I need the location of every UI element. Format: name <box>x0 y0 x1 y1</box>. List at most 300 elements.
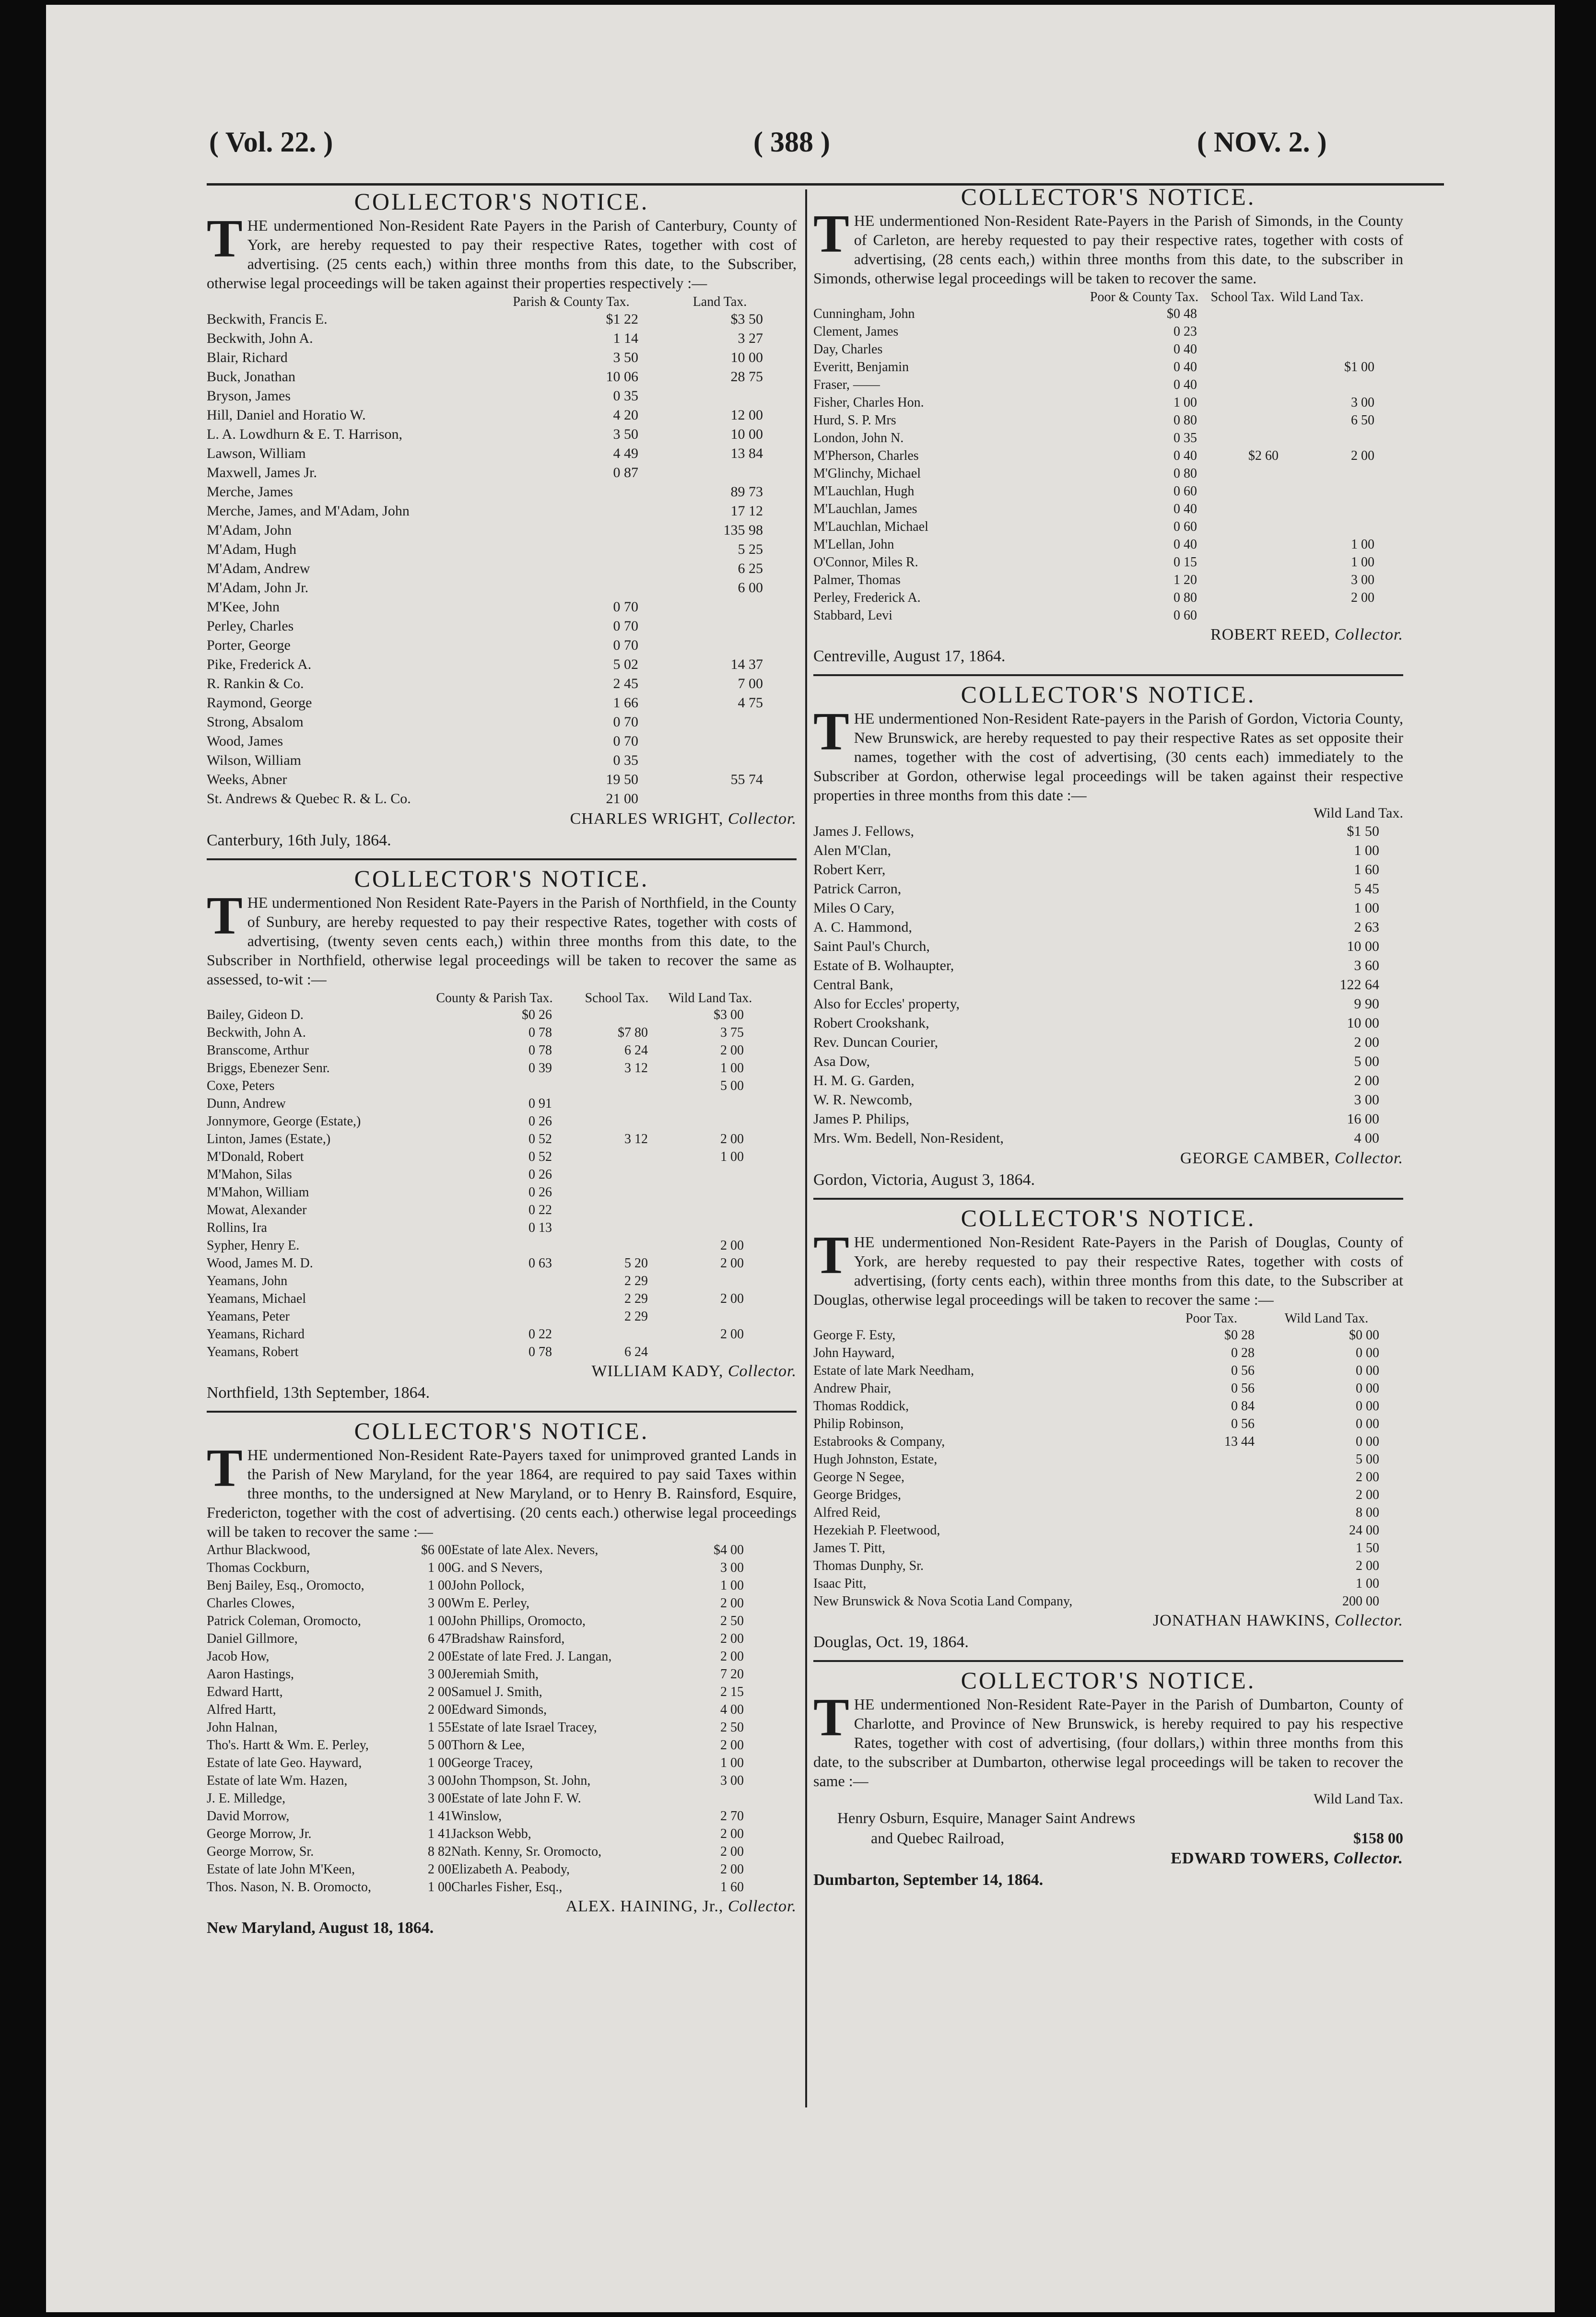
tax-amount <box>1197 553 1279 571</box>
tax-amount: 0 35 <box>613 388 638 404</box>
table-row <box>207 1736 797 1754</box>
collector-signature: EDWARD TOWERS, Collector. <box>1171 1849 1403 1867</box>
ratepayer-name: George Morrow, Jr. <box>207 1826 312 1841</box>
table-row <box>813 571 1403 589</box>
tax-table <box>813 1326 1403 1610</box>
tax-amount: 0 56 <box>1231 1416 1255 1431</box>
ratepayer-name: Linton, James (Estate,) <box>207 1132 331 1147</box>
collector-signature: WILLIAM KADY, Collector. <box>591 1362 797 1380</box>
left-column <box>207 187 797 1939</box>
tax-amount <box>1197 358 1279 376</box>
tax-amount: George Tracey, <box>451 1755 533 1770</box>
table-row <box>207 444 797 463</box>
ratepayer-name: Lawson, William <box>207 445 306 461</box>
table-row <box>207 1861 797 1878</box>
tax-amount: 1 50 <box>1356 1541 1379 1556</box>
tax-amount: 0 60 <box>1174 484 1197 499</box>
table-row <box>813 394 1403 411</box>
table-row <box>813 860 1403 879</box>
tax-amount: 7 20 <box>720 1667 744 1682</box>
tax-amount <box>552 1095 648 1112</box>
tax-amount <box>1159 1504 1255 1521</box>
tax-amount: 0 35 <box>613 752 638 768</box>
tax-amount: 4 49 <box>613 445 638 461</box>
table-row <box>207 770 797 789</box>
tax-amount: 0 52 <box>528 1149 552 1164</box>
volume-number: ( Vol. 22. ) <box>209 126 333 158</box>
notice-intro: THE undermentioned Non-Resident Rate-Payers in the Parish of Simonds, in the County of Carleton, are hereby requested to pay their respective rates, together with costs of advertising, (28 cents each,) within three months from this date, to the subscriber in Simonds, otherwise legal proceedings will be taken to recover the same. <box>813 204 1403 287</box>
ratepayer-name: Buck, Jonathan <box>207 369 295 385</box>
ratepayer-name: M'Glinchy, Michael <box>813 466 921 481</box>
table-row <box>207 1594 797 1612</box>
tax-amount: John Pollock, <box>451 1578 525 1593</box>
collector-signature: JONATHAN HAWKINS, Collector. <box>1152 1612 1403 1629</box>
ratepayer-name: Hezekiah P. Fleetwood, <box>813 1523 940 1538</box>
table-row <box>813 376 1403 394</box>
col-header: Wild Land Tax. <box>668 991 752 1006</box>
table-row <box>207 1095 797 1112</box>
tax-amount: Samuel J. Smith, <box>451 1685 542 1699</box>
tax-amount <box>1159 1592 1255 1610</box>
ratepayer-name: George F. Esty, <box>813 1328 896 1343</box>
col-header: Wild Land Tax. <box>1314 805 1403 821</box>
table-row <box>207 502 797 521</box>
collector-signature: ALEX. HAINING, Jr., Collector. <box>565 1897 797 1915</box>
tax-amount <box>1197 536 1279 553</box>
table-row <box>207 1201 797 1219</box>
tax-amount: 0 87 <box>613 465 638 480</box>
tax-amount <box>552 1219 648 1237</box>
table-row <box>207 1059 797 1077</box>
ratepayer-name: Blair, Richard <box>207 350 288 365</box>
ratepayer-name: Charles Clowes, <box>207 1596 295 1611</box>
ratepayer-name: O'Connor, Miles R. <box>813 555 918 570</box>
ratepayer-name: George Bridges, <box>813 1487 901 1502</box>
table-row <box>813 822 1403 841</box>
notice-intro: THE undermentioned Non-Resident Rate Payers in the Parish of Canterbury, County of York, are hereby requested to pay their respective Rates, together with cost of advertising. (25 cents each,) within three months from this date, to the Subscriber, otherwise legal proceedings will be taken against their properties respectively :— <box>207 209 797 292</box>
table-row <box>207 789 797 808</box>
table-row <box>813 429 1403 447</box>
notice-title: COLLECTOR'S NOTICE. <box>961 681 1256 708</box>
tax-amount: 0 78 <box>528 1345 552 1359</box>
table-row <box>207 463 797 482</box>
tax-amount: 2 45 <box>613 676 638 691</box>
table-row <box>813 1451 1403 1468</box>
tax-amount <box>552 1183 648 1201</box>
col-header: Parish & County Tax. <box>513 294 630 309</box>
tax-amount: Bradshaw Rainsford, <box>451 1631 565 1646</box>
tax-amount: 3 00 <box>428 1667 451 1682</box>
ratepayer-name: Benj Bailey, Esq., Oromocto, <box>207 1578 364 1593</box>
tax-amount <box>1159 1486 1255 1504</box>
tax-amount: 5 00 <box>720 1078 744 1093</box>
tax-amount: 2 29 <box>624 1291 648 1306</box>
tax-amount: $0 00 <box>1349 1328 1379 1343</box>
tax-amount <box>1279 500 1374 518</box>
table-row <box>207 1325 797 1343</box>
tax-amount <box>1197 305 1279 323</box>
tax-table <box>813 822 1403 1148</box>
ratepayer-name: Perley, Frederick A. <box>813 590 921 605</box>
tax-amount: 16 00 <box>1347 1111 1379 1127</box>
ratepayer-name: H. M. G. Garden, <box>813 1073 915 1088</box>
tax-amount: 200 00 <box>1342 1594 1379 1609</box>
table-row <box>207 578 797 597</box>
notice-canterbury <box>207 187 797 852</box>
tax-amount <box>1197 571 1279 589</box>
ratepayer-name: James T. Pitt, <box>813 1541 885 1556</box>
notice-intro: THE undermentioned Non-Resident Rate-Payers in the Parish of Douglas, County of York, are hereby requested to pay their respective Rates, together with costs of advertising, (forty cents each), within three months from this date, to the Subscriber at Douglas, otherwise legal proceedings will be taken to recover the same :— <box>813 1226 1403 1308</box>
tax-amount: 0 00 <box>1356 1416 1379 1431</box>
table-row <box>207 1790 797 1807</box>
ratepayer-name: Mowat, Alexander <box>207 1203 307 1217</box>
tax-amount: 0 13 <box>528 1220 552 1235</box>
notice-simonds <box>813 182 1403 667</box>
tax-amount: 2 00 <box>1356 1558 1379 1573</box>
notice-title: COLLECTOR'S NOTICE. <box>354 188 649 215</box>
tax-amount: 0 56 <box>1231 1381 1255 1396</box>
table-row <box>207 425 797 444</box>
tax-amount <box>1279 518 1374 536</box>
tax-amount: 1 60 <box>720 1880 744 1895</box>
ratepayer-name: Thos. Nason, N. B. Oromocto, <box>207 1880 371 1895</box>
table-row <box>813 536 1403 553</box>
ratepayer-name: Bailey, Gideon D. <box>207 1007 304 1022</box>
tax-amount: $0 26 <box>522 1007 552 1022</box>
tax-amount: 0 70 <box>613 618 638 634</box>
tax-amount <box>1279 482 1374 500</box>
ratepayer-name: Clement, James <box>813 324 899 339</box>
tax-amount: 2 00 <box>428 1862 451 1877</box>
tax-amount <box>552 1112 648 1130</box>
tax-amount <box>1159 1521 1255 1539</box>
tax-amount: 1 00 <box>428 1880 451 1895</box>
notice-title: COLLECTOR'S NOTICE. <box>354 1417 649 1444</box>
tax-amount <box>638 751 763 770</box>
table-row <box>813 340 1403 358</box>
table-row <box>813 358 1403 376</box>
tax-amount: 2 00 <box>720 1862 744 1877</box>
tax-amount: 3 75 <box>720 1025 744 1040</box>
tax-amount: 2 00 <box>720 1043 744 1058</box>
tax-amount: 0 00 <box>1356 1363 1379 1378</box>
col-header: Wild Land Tax. <box>1314 1791 1403 1807</box>
tax-amount: 6 24 <box>624 1043 648 1058</box>
issue-date: ( NOV. 2. ) <box>1197 126 1327 158</box>
ratepayer-name: Yeamans, Peter <box>207 1309 290 1324</box>
tax-amount: 2 00 <box>720 1596 744 1611</box>
ratepayer-name: Raymond, George <box>207 695 312 711</box>
tax-amount: 1 00 <box>1354 900 1379 916</box>
table-row <box>813 1539 1403 1557</box>
tax-amount: 7 00 <box>738 676 763 691</box>
tax-amount: Elizabeth A. Peabody, <box>451 1862 570 1877</box>
ratepayer-name: Rev. Duncan Courier, <box>813 1034 939 1050</box>
table-row <box>207 1719 797 1736</box>
tax-amount: 2 63 <box>1354 919 1379 935</box>
ratepayer-name: Palmer, Thomas <box>813 573 901 587</box>
collector-signature: GEORGE CAMBER, Collector. <box>1180 1149 1403 1167</box>
notice-new-maryland <box>207 1416 797 1939</box>
notice-intro: THE undermentioned Non Resident Rate-Payers in the Parish of Northfield, in the County of Sunbury, are hereby requested to pay their respective Rates, together with costs of advertising, (twenty seven cents each,) within three months from this date, to the Subscriber in Northfield, otherwise legal proceedings will be taken to recover the same as assessed, to-wit :— <box>207 886 797 988</box>
tax-amount: 1 00 <box>1351 537 1374 552</box>
tax-amount: 5 00 <box>1356 1452 1379 1467</box>
ratepayer-name: M'Lellan, John <box>813 537 894 552</box>
tax-amount: 1 00 <box>1174 395 1197 410</box>
ratepayer-name: David Morrow, <box>207 1809 290 1824</box>
table-row <box>207 1077 797 1095</box>
col-header: School Tax. <box>585 991 649 1006</box>
tax-amount: 2 00 <box>428 1702 451 1717</box>
tax-amount <box>1279 323 1374 340</box>
tax-amount: 1 00 <box>1356 1576 1379 1591</box>
ratepayer-name: Mrs. Wm. Bedell, Non-Resident, <box>813 1130 1004 1146</box>
tax-amount: 0 40 <box>1174 502 1197 516</box>
ratepayer-name: Sypher, Henry E. <box>207 1238 300 1253</box>
ratepayer-name: Wilson, William <box>207 752 302 768</box>
tax-amount: 0 40 <box>1174 342 1197 357</box>
ratepayer-name: M'Mahon, Silas <box>207 1167 292 1182</box>
tax-amount: 1 00 <box>1354 843 1379 858</box>
tax-amount: 3 12 <box>624 1061 648 1076</box>
table-row <box>813 305 1403 323</box>
tax-amount: 28 75 <box>730 369 763 385</box>
ratepayer-name: Coxe, Peters <box>207 1078 275 1093</box>
tax-amount: 2 00 <box>1356 1470 1379 1485</box>
tax-amount: 6 47 <box>428 1631 451 1646</box>
table-header <box>813 1311 1403 1326</box>
tax-amount <box>638 463 763 482</box>
ratepayer-name: Dunn, Andrew <box>207 1096 286 1111</box>
tax-amount: 1 55 <box>428 1720 451 1735</box>
tax-amount: $2 60 <box>1248 448 1279 463</box>
ratepayer-name: Patrick Carron, <box>813 881 902 897</box>
ratepayer-name: L. A. Lowdhurn & E. T. Harrison, <box>207 426 403 442</box>
notice-date: Centreville, August 17, 1864. <box>813 647 1006 665</box>
table-row <box>813 1071 1403 1090</box>
table-row <box>813 937 1403 956</box>
tax-amount: 122 64 <box>1339 977 1379 993</box>
table-row <box>207 521 797 540</box>
col-header: Land Tax. <box>692 294 747 309</box>
tax-amount: 3 00 <box>720 1560 744 1575</box>
tax-amount: Winslow, <box>451 1809 502 1824</box>
ratepayer-name: M'Adam, Hugh <box>207 541 297 557</box>
tax-amount: 2 00 <box>1351 448 1374 463</box>
tax-amount: 0 78 <box>528 1025 552 1040</box>
tax-amount <box>446 1308 552 1325</box>
tax-amount: 3 12 <box>624 1132 648 1147</box>
table-row <box>207 1237 797 1254</box>
tax-amount: 1 41 <box>428 1826 451 1841</box>
table-header <box>813 290 1403 305</box>
ratepayer-name: Briggs, Ebenezer Senr. <box>207 1061 330 1076</box>
ratepayer-name: M'Lauchlan, Hugh <box>813 484 915 499</box>
table-row <box>207 693 797 713</box>
tax-amount: 4 75 <box>738 695 763 711</box>
tax-amount: 0 60 <box>1174 519 1197 534</box>
tax-amount <box>1159 1451 1255 1468</box>
ratepayer-name: M'Donald, Robert <box>207 1149 304 1164</box>
table-row <box>207 1148 797 1166</box>
tax-amount: 0 00 <box>1356 1346 1379 1360</box>
tax-amount: 0 23 <box>1174 324 1197 339</box>
ratepayer-name: M'Mahon, William <box>207 1185 309 1200</box>
tax-amount <box>648 1219 744 1237</box>
table-row <box>207 310 797 329</box>
notice-douglas <box>813 1204 1403 1653</box>
ratepayer-name: James P. Philips, <box>813 1111 910 1127</box>
tax-amount: 2 50 <box>720 1614 744 1628</box>
ratepayer-name: Thomas Roddick, <box>813 1399 909 1414</box>
table-row <box>207 1577 797 1594</box>
tax-amount: 19 50 <box>606 772 638 787</box>
tax-amount: 6 24 <box>624 1345 648 1359</box>
table-row <box>207 636 797 655</box>
tax-amount: 0 70 <box>613 733 638 749</box>
tax-amount: 0 26 <box>528 1114 552 1129</box>
table-row <box>813 841 1403 860</box>
table-row <box>207 1665 797 1683</box>
table-row <box>813 323 1403 340</box>
tax-amount: $3 50 <box>730 311 763 327</box>
ratepayer-name: Robert Kerr, <box>813 862 886 878</box>
tax-amount: 2 00 <box>428 1649 451 1664</box>
tax-amount: 0 91 <box>528 1096 552 1111</box>
tax-amount: 13 44 <box>1224 1434 1255 1449</box>
tax-amount <box>691 1790 744 1807</box>
ratepayer-name: Alfred Reid, <box>813 1505 880 1520</box>
table-row <box>207 1130 797 1148</box>
tax-amount: 8 82 <box>428 1844 451 1859</box>
tax-amount: 1 00 <box>428 1755 451 1770</box>
tax-amount: 10 00 <box>1347 1015 1379 1031</box>
tax-amount: 0 00 <box>1356 1381 1379 1396</box>
table-row <box>207 1648 797 1665</box>
tax-amount <box>552 1201 648 1219</box>
tax-amount <box>1197 323 1279 340</box>
table-row <box>813 879 1403 899</box>
tax-amount: 0 22 <box>528 1327 552 1342</box>
tax-amount: 0 40 <box>1174 537 1197 552</box>
ratepayer-name: M'Lauchlan, Michael <box>813 519 928 534</box>
tax-amount <box>552 1077 648 1095</box>
tax-amount: Wm E. Perley, <box>451 1596 530 1611</box>
notice-date: Northfield, 13th September, 1864. <box>207 1384 430 1402</box>
tax-amount <box>1197 411 1279 429</box>
ratepayer-name: J. E. Milledge, <box>207 1791 286 1806</box>
tax-amount: 135 98 <box>723 522 763 538</box>
tax-amount: 5 45 <box>1354 881 1379 897</box>
col-header: Wild Land Tax. <box>1279 290 1364 304</box>
tax-amount: 3 00 <box>428 1596 451 1611</box>
tax-amount: 24 00 <box>1349 1523 1379 1538</box>
newspaper-page <box>46 5 1555 2312</box>
right-column <box>813 182 1403 1891</box>
tax-amount: 0 40 <box>1174 448 1197 463</box>
tax-amount: 3 00 <box>1351 573 1374 587</box>
tax-amount: 1 41 <box>428 1809 451 1824</box>
table-row <box>207 1612 797 1630</box>
tax-amount: 1 66 <box>613 695 638 711</box>
tax-amount: 9 90 <box>1354 996 1379 1012</box>
tax-amount: 1 00 <box>428 1578 451 1593</box>
tax-amount <box>638 636 763 655</box>
tax-amount: 2 00 <box>720 1132 744 1147</box>
tax-amount <box>494 540 638 559</box>
tax-amount: 10 00 <box>730 350 763 365</box>
notice-intro: THE undermentioned Non-Resident Rate-Payer in the Parish of Dumbarton, County of Charlotte, and Province of New Brunswick, is hereby required to pay his respective Rates, together with cost of advertising, (four dollars,) within three months from this date, to the subscriber at Dumbarton, otherwise legal proceedings will be taken to recover the same :— <box>813 1688 1403 1790</box>
tax-amount: John Thompson, St. John, <box>451 1773 591 1788</box>
tax-amount: Estate of late Alex. Nevers, <box>451 1543 598 1557</box>
tax-amount: $6 00 <box>421 1543 451 1557</box>
tax-amount: 55 74 <box>730 772 763 787</box>
tax-amount: 0 80 <box>1174 590 1197 605</box>
tax-amount: 2 29 <box>624 1309 648 1324</box>
tax-amount: 2 00 <box>720 1327 744 1342</box>
tax-amount: Estate of late John F. W. <box>451 1791 581 1806</box>
ratepayer-name: W. R. Newcomb, <box>813 1092 913 1108</box>
tax-amount: $3 00 <box>714 1007 744 1022</box>
ratepayer-name: Thomas Dunphy, Sr. <box>813 1558 924 1573</box>
tax-amount: 0 70 <box>613 637 638 653</box>
ratepayer-name: New Brunswick & Nova Scotia Land Company, <box>813 1594 1073 1609</box>
tax-amount: 2 00 <box>1351 590 1374 605</box>
tax-amount: Estate of late Fred. J. Langan, <box>451 1649 612 1664</box>
collector-signature: ROBERT REED, Collector. <box>1210 626 1403 644</box>
table-row <box>813 1326 1403 1344</box>
tax-amount: Nath. Kenny, Sr. Oromocto, <box>451 1844 602 1859</box>
ratepayer-name: M'Kee, John <box>207 599 280 615</box>
ratepayer-name: R. Rankin & Co. <box>207 676 304 691</box>
notice-date: New Maryland, August 18, 1864. <box>207 1919 434 1937</box>
notice-title: COLLECTOR'S NOTICE. <box>961 1205 1256 1231</box>
table-row <box>207 482 797 502</box>
tax-amount: $0 28 <box>1224 1328 1255 1343</box>
tax-amount <box>648 1112 744 1130</box>
ratepayer-name: Central Bank, <box>813 977 893 993</box>
table-row <box>813 1397 1403 1415</box>
tax-amount: 0 56 <box>1231 1363 1255 1378</box>
ratepayer-name: Merche, James <box>207 484 293 500</box>
table-row <box>207 1343 797 1361</box>
ratepayer-name: James J. Fellows, <box>813 823 914 839</box>
tax-amount: 6 00 <box>738 580 763 596</box>
tax-amount <box>494 502 638 521</box>
tax-amount <box>552 1237 648 1254</box>
tax-amount: 0 70 <box>613 714 638 730</box>
tax-amount <box>446 1077 552 1095</box>
tax-amount: 1 00 <box>720 1149 744 1164</box>
ratepayer-name: Estate of B. Wolhaupter, <box>813 958 954 973</box>
page-number: ( 388 ) <box>753 126 830 158</box>
col-header: Poor Tax. <box>1185 1311 1237 1326</box>
ratepayer-name: Hugh Johnston, Estate, <box>813 1452 938 1467</box>
tax-amount: 3 00 <box>1354 1092 1379 1108</box>
table-row <box>207 386 797 406</box>
ratepayer-name: Hurd, S. P. Mrs <box>813 413 896 428</box>
tax-amount: 3 00 <box>428 1791 451 1806</box>
notice-title: COLLECTOR'S NOTICE. <box>961 1667 1256 1694</box>
tax-amount: 5 00 <box>1354 1053 1379 1069</box>
tax-amount: $7 80 <box>618 1025 648 1040</box>
col-header: School Tax. <box>1210 290 1275 304</box>
tax-amount <box>1279 376 1374 394</box>
table-row <box>207 559 797 578</box>
tax-amount: 2 29 <box>624 1274 648 1288</box>
table-row <box>207 1219 797 1237</box>
collector-signature: CHARLES WRIGHT, Collector. <box>570 810 797 828</box>
